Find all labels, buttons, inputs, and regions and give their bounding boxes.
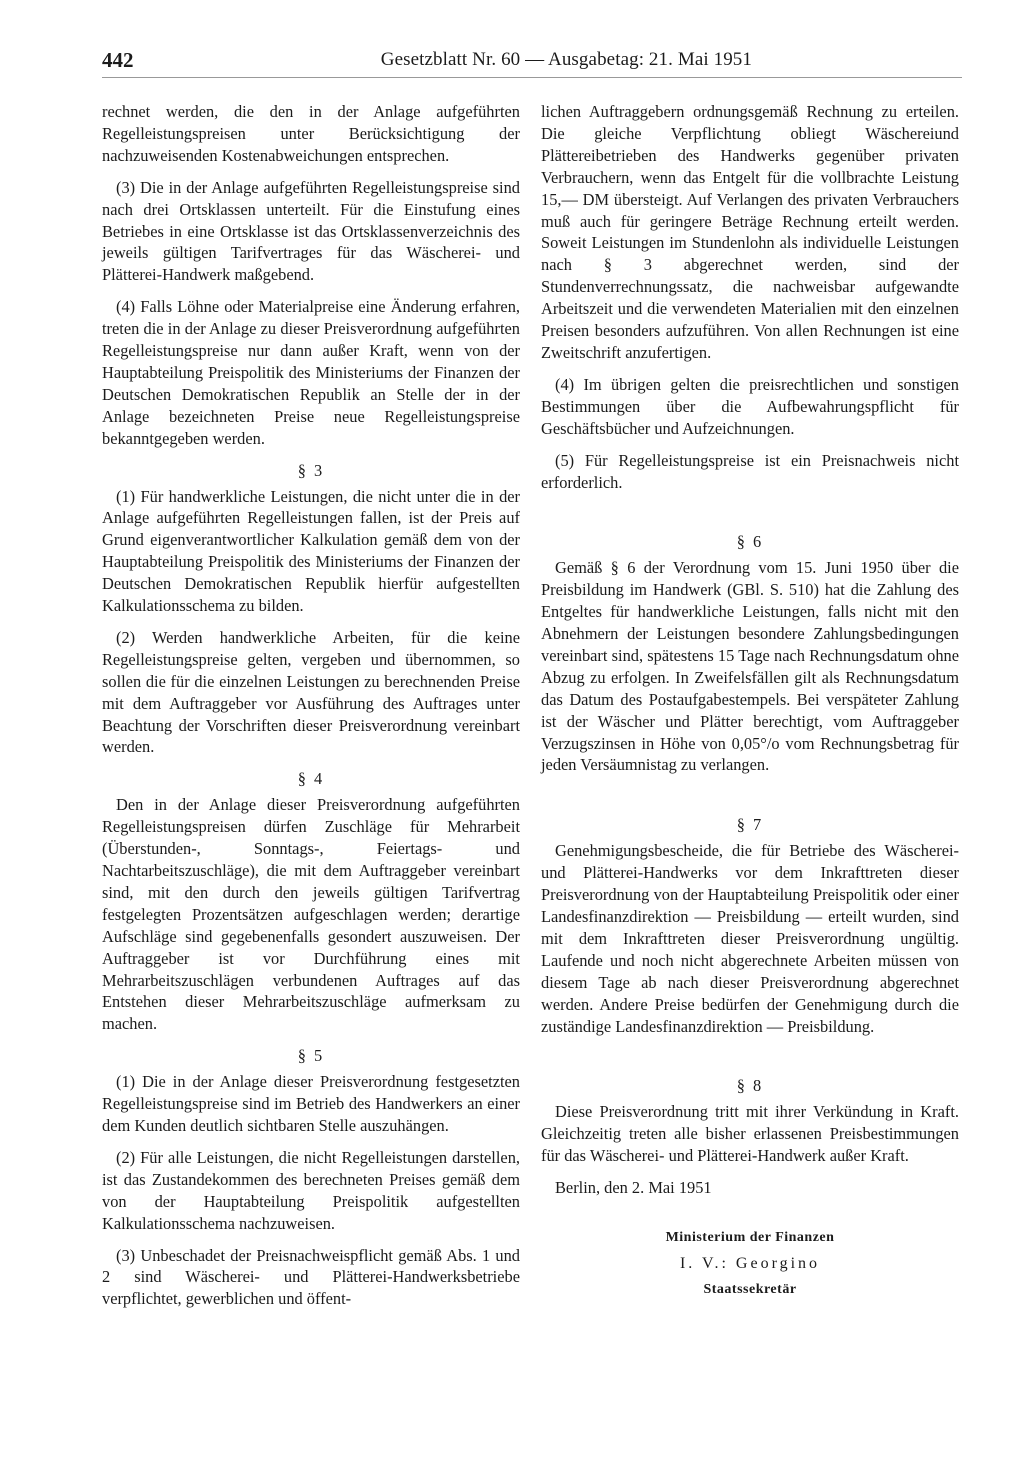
paragraph: (4) Falls Löhne oder Materialpreise eine Änderung erfahren, treten die in der Anlage zu dieser Preisverordnung aufgeführten Regelleistungspreise nur dann außer Kraft, wenn von der Hauptabteilung Preispolitik des Ministeriums der Finanzen der Deutschen Demokratischen Republik an Stelle der in der Anlage bezeichneten Preise neue Regelleistungspreise bekanntgegeben werden. (102, 297, 520, 448)
section-heading-6: § 6 (736, 532, 764, 552)
paragraph: Den in der Anlage dieser Preisverordnung aufgeführten Regelleistungspreisen dürfen Zuschläge für Mehrarbeit (Überstunden-, Sonntags-, Feiertags- und Nachtarbeitszuschläge), die mit dem Auftraggeber vereinbart sind, mit den durch den jeweils gültigen Tarifvertrag festgelegten Prozentsätzen aufgeschlagen werden; derartige Aufschläge sind gegebenenfalls gesondert auszuweisen. Der Auftraggeber ist vor Durchführung eines mit Mehrarbeitszuschlägen verbundenen Auftrages auf das Entstehen dieser Mehrarbeitszuschläge aufmerksam zu machen. (102, 795, 520, 1034)
paragraph: (2) Für alle Leistungen, die nicht Regelleistungen darstellen, ist das Zustandekommen des berechneten Preises gemäß dem von der Hauptabteilung Preispolitik aufgestellten Kalkulationsschema nachzuweisen. (102, 1147, 520, 1233)
paragraph: (2) Werden handwerkliche Arbeiten, für die keine Regelleistungspreise gelten, vergeben und übernommen, so sollen die für die einzelnen Leistungen zu berechnenden Preise mit dem Auftraggeber vor Ausführung des Auftrages unter Beachtung der Vorschriften dieser Preisverordnung vereinbart werden. (102, 627, 520, 757)
page-number: 442 (102, 48, 134, 72)
paragraph: lichen Auftraggebern ordnungsgemäß Rechnung zu erteilen. Die gleiche Verpflichtung obliegt Wäschereiund Plättereibetrieben des Handwerks gegenüber privaten Verbrauchern, wenn das Entgelt für die vollbrachte Leistung 15,— DM übersteigt. Auf Verlangen des privaten Verbrauchers muß auch für geringere Beträge Rechnung erteilt werden. Soweit Leistungen im Stundenlohn als individuelle Leistungen nach § 3 abgerechnet werden, sind der Stundenverrechnungssatz, die nachweisbar aufgewandte Arbeitszeit und die verwendeten Materialien mit den einzelnen Preisen besonders aufzuführen. Von allen Rechnungen ist eine Zweitschrift anzufertigen. (541, 102, 959, 362)
header-rule (102, 77, 962, 78)
paragraph: Gemäß § 6 der Verordnung vom 15. Juni 1950 über die Preisbildung im Handwerk (GBl. S. 510) hat die Zahlung des Entgeltes für handwerkliche Leistungen, falls nicht mit den Abnehmern der Leistungen besondere Zahlungsbedingungen vereinbart sind, spätestens 15 Tage nach Rechnungsdatum ohne Abzug zu erfolgen. In Zweifelsfällen gilt als Rechnungsdatum das Datum des Postaufgabestempels. Bei verspäteter Zahlung ist der Wäscher und Plätter berechtigt, vom Auftraggeber Verzugszinsen in Höhe von 0,05°/o vom Rechnungsbetrag für jeden Versäumnistag zu verlangen. (541, 558, 959, 775)
paragraph: (1) Die in der Anlage dieser Preisverordnung festgesetzten Regelleistungspreise sind im Betrieb des Handwerkers an einer dem Kunden deutlich sichtbaren Stelle auszuhängen. (102, 1072, 520, 1135)
page-header (102, 42, 752, 78)
paragraph: (1) Für handwerkliche Leistungen, die nicht unter die in der Anlage aufgeführten Regelleistungen fallen, ist der Preis auf Grund eigenverantwortlicher Kalkulation gemäß dem von der Hauptabteilung Preispolitik des Ministeriums der Finanzen der Deutschen Demokratischen Republik hierfür aufgestellten Kalkulationsschema zu bilden. (102, 486, 520, 616)
paragraph: rechnet werden, die den in der Anlage aufgeführten Regelleistungspreisen unter Berücksichtigung der nachzuweisenden Kostenabweichungen entsprechen. (102, 102, 520, 165)
signature-block (541, 1225, 959, 1303)
paragraph: (3) Unbeschadet der Preisnachweispflicht gemäß Abs. 1 und 2 sind Wäscherei- und Plätterei-Handwerksbetriebe verpflichtet, gewerblichen und öffent- (102, 1245, 520, 1309)
section-heading-8: § 8 (736, 1076, 764, 1096)
right-column (541, 101, 959, 1303)
left-column (102, 101, 520, 1320)
paragraph: Genehmigungsbescheide, die für Betriebe des Wäscherei- und Plätterei-Handwerks vor dem Inkrafttreten dieser Preisverordnung von der Hauptabteilung Preispolitik oder einer Landesfinanzdirektion — Preisbildung — erteilt wurden, sind mit dem Inkrafttreten dieser Preisverordnung ungültig. Laufende und noch nicht abgerechnete Arbeiten müssen von diesem Tage ab nach dieser Preisverordnung abgerechnet werden. Andere Preise bedürfen der Genehmigung durch die zuständige Landesfinanzdirektion — Preisbildung. (541, 841, 959, 1036)
ministry-name: Ministerium der Finanzen (665, 1229, 835, 1245)
section-heading-5: § 5 (297, 1046, 325, 1066)
paragraph: (5) Für Regelleistungspreise ist ein Preisnachweis nicht erforderlich. (541, 450, 959, 492)
paragraph: (4) Im übrigen gelten die preisrechtlichen und sonstigen Bestimmungen über die Aufbewahrungspflicht für Geschäftsbücher und Aufzeichnungen. (541, 374, 959, 438)
place-date: Berlin, den 2. Mai 1951 (555, 1178, 712, 1198)
signer-name: I. V.: Georgino (679, 1254, 821, 1272)
section-heading-4: § 4 (297, 769, 325, 789)
header-title: Gesetzblatt Nr. 60 — Ausgabetag: 21. Mai 1951 (380, 49, 752, 70)
section-heading-3: § 3 (297, 460, 325, 480)
paragraph: (3) Die in der Anlage aufgeführten Regelleistungspreise sind nach drei Ortsklassen unterteilt. Für die Einstufung eines Betriebes in eine Ortsklasse ist das Ortsklassenverzeichnis des jeweils gültigen Tarifvertrages für das Wäscherei- und Plätterei-Handwerk maßgebend. (102, 177, 520, 285)
signer-title: Staatssekretär (703, 1281, 797, 1297)
section-heading-7: § 7 (736, 815, 764, 835)
paragraph: Diese Preisverordnung tritt mit ihrer Verkündung in Kraft. Gleichzeitig treten alle bisher erlassenen Preisbestimmungen für das Wäscherei- und Plätterei-Handwerk außer Kraft. (541, 1102, 959, 1166)
